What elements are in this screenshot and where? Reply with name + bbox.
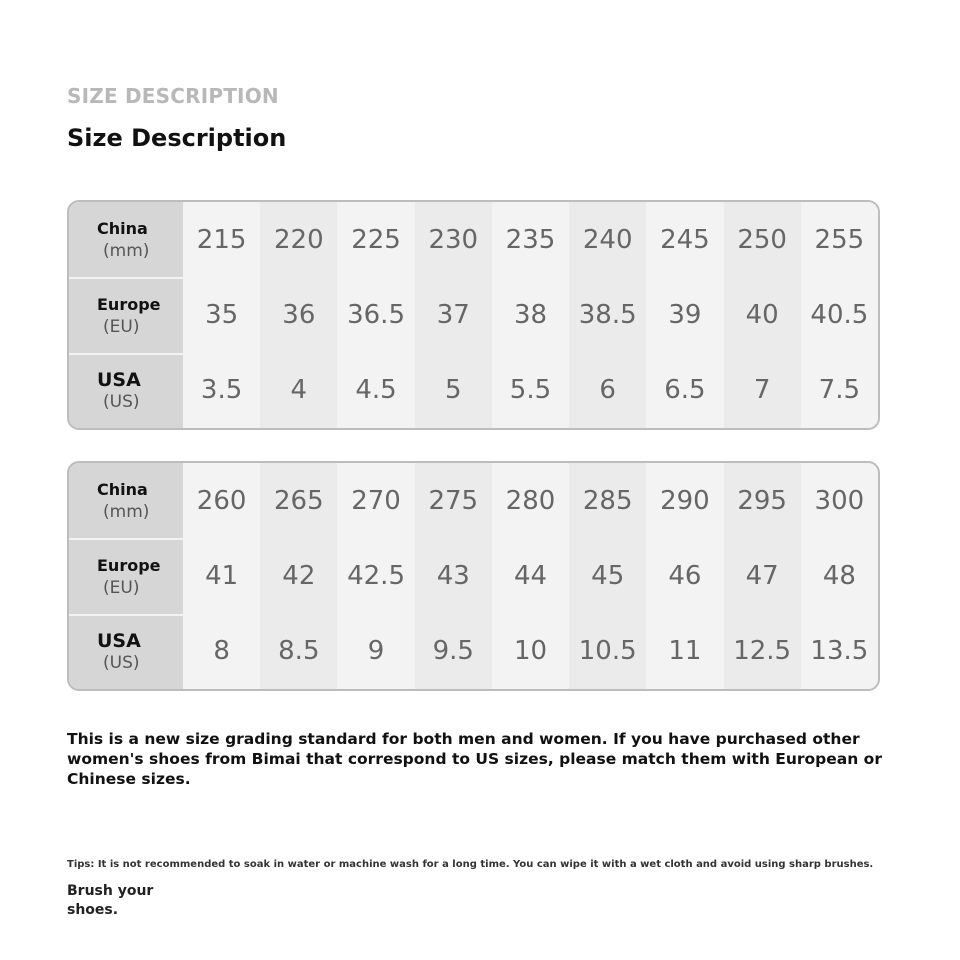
size-value-cell: 36.5 [337, 277, 414, 352]
size-value-cell: 46 [646, 538, 723, 613]
size-value-cell: 44 [492, 538, 569, 613]
row-header [69, 463, 183, 538]
size-value-cell: 265 [260, 463, 337, 538]
row-unit: (US) [103, 392, 140, 413]
size-value-cell: 10.5 [569, 614, 646, 689]
size-value-cell: 39 [646, 277, 723, 352]
size-row-china [69, 463, 878, 538]
brush-caption: Brush your shoes. [67, 883, 154, 918]
row-header [69, 538, 183, 613]
row-label: China [97, 479, 148, 499]
size-row-china [69, 202, 878, 277]
row-header [69, 353, 183, 428]
size-value-cell: 230 [415, 202, 492, 277]
size-value-cell: 250 [724, 202, 801, 277]
row-unit: (mm) [103, 501, 150, 522]
row-header [69, 614, 183, 689]
row-header [69, 277, 183, 352]
row-label: USA [97, 369, 141, 392]
size-value-cell: 43 [415, 538, 492, 613]
size-value-cell: 9.5 [415, 614, 492, 689]
size-value-cell: 47 [724, 538, 801, 613]
size-value-cell: 6.5 [646, 353, 723, 428]
section-subtitle: SIZE DESCRIPTION [67, 84, 279, 108]
row-unit: (US) [103, 653, 140, 674]
size-value-cell: 270 [337, 463, 414, 538]
size-value-cell: 215 [183, 202, 260, 277]
size-value-cell: 5.5 [492, 353, 569, 428]
row-label: China [97, 218, 148, 238]
care-tips: Tips: It is not recommended to soak in water or machine wash for a long time. You can wipe it with a wet cloth and avoid using sharp brushes. [67, 859, 874, 870]
size-value-cell: 42 [260, 538, 337, 613]
size-value-cell: 40 [724, 277, 801, 352]
size-value-cell: 8 [183, 614, 260, 689]
size-value-cell: 7.5 [801, 353, 878, 428]
row-label: Europe [97, 555, 161, 575]
row-unit: (EU) [103, 577, 140, 598]
size-value-cell: 220 [260, 202, 337, 277]
size-value-cell: 7 [724, 353, 801, 428]
size-value-cell: 280 [492, 463, 569, 538]
size-value-cell: 42.5 [337, 538, 414, 613]
size-value-cell: 38 [492, 277, 569, 352]
size-value-cell: 9 [337, 614, 414, 689]
size-value-cell: 8.5 [260, 614, 337, 689]
size-value-cell: 48 [801, 538, 878, 613]
size-value-cell: 45 [569, 538, 646, 613]
size-row-europe [69, 277, 878, 352]
row-label: USA [97, 630, 141, 653]
size-value-cell: 5 [415, 353, 492, 428]
row-unit: (mm) [103, 240, 150, 261]
size-row-europe [69, 538, 878, 613]
size-value-cell: 12.5 [724, 614, 801, 689]
size-value-cell: 255 [801, 202, 878, 277]
page-title: Size Description [67, 124, 287, 152]
row-header [69, 202, 183, 277]
size-value-cell: 13.5 [801, 614, 878, 689]
size-value-cell: 260 [183, 463, 260, 538]
size-value-cell: 245 [646, 202, 723, 277]
size-value-cell: 3.5 [183, 353, 260, 428]
size-table-2 [67, 461, 880, 691]
size-value-cell: 11 [646, 614, 723, 689]
size-value-cell: 37 [415, 277, 492, 352]
size-value-cell: 240 [569, 202, 646, 277]
size-value-cell: 285 [569, 463, 646, 538]
size-value-cell: 35 [183, 277, 260, 352]
size-value-cell: 300 [801, 463, 878, 538]
size-value-cell: 6 [569, 353, 646, 428]
size-value-cell: 10 [492, 614, 569, 689]
size-value-cell: 36 [260, 277, 337, 352]
size-value-cell: 225 [337, 202, 414, 277]
size-note: This is a new size grading standard for both men and women. If you have purchased other women's shoes from Bimai that correspond to US sizes, please match them with European or Chinese sizes. [67, 730, 882, 788]
size-table-1 [67, 200, 880, 430]
size-value-cell: 40.5 [801, 277, 878, 352]
size-value-cell: 41 [183, 538, 260, 613]
size-value-cell: 295 [724, 463, 801, 538]
size-value-cell: 4 [260, 353, 337, 428]
size-value-cell: 4.5 [337, 353, 414, 428]
size-value-cell: 275 [415, 463, 492, 538]
size-row-usa [69, 353, 878, 428]
size-value-cell: 290 [646, 463, 723, 538]
size-value-cell: 38.5 [569, 277, 646, 352]
row-unit: (EU) [103, 316, 140, 337]
size-row-usa [69, 614, 878, 689]
row-label: Europe [97, 294, 161, 314]
size-value-cell: 235 [492, 202, 569, 277]
